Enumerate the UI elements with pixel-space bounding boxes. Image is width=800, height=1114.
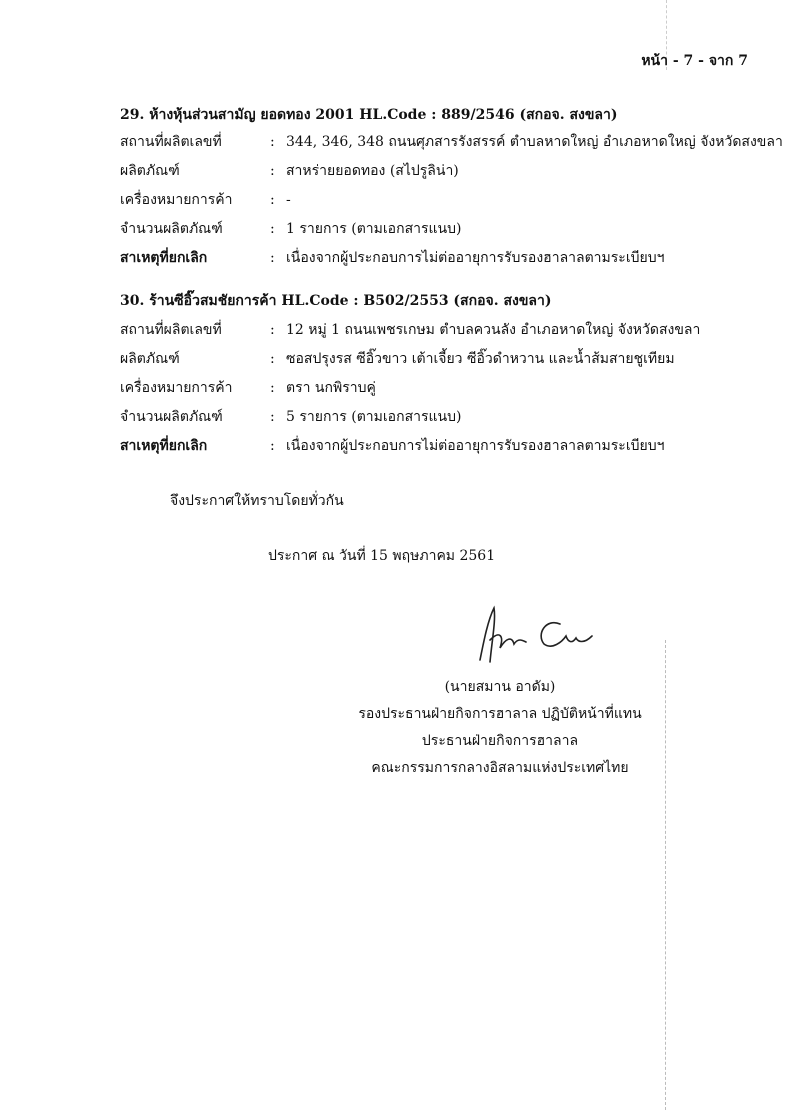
row-label: จำนวนผลิตภัณฑ์ [120,409,223,425]
colon: : [270,221,275,237]
entry-row [120,348,760,370]
row-label: สถานที่ผลิตเลขที่ [120,322,222,338]
entry-row [120,218,760,240]
colon: : [270,192,275,208]
entry-row [120,160,760,182]
row-value: 1 รายการ (ตามเอกสารแนบ) [286,221,462,237]
colon: : [270,250,275,266]
row-label: เครื่องหมายการค้า [120,380,233,396]
row-value: 5 รายการ (ตามเอกสารแนบ) [286,409,462,425]
date-line: ประกาศ ณ วันที่ 15 พฤษภาคม 2561 [268,548,496,564]
row-value: ตรา นกพิราบคู่ [286,380,376,396]
row-value: 12 หมู่ 1 ถนนเพชรเกษม ตำบลควนลัง อำเภอหาดใหญ่ จังหวัดสงขลา [286,322,701,338]
row-label: จำนวนผลิตภัณฑ์ [120,221,223,237]
entry-row [120,377,760,399]
row-label: สาเหตุที่ยกเลิก [120,250,208,266]
colon: : [270,380,275,396]
page-number: หน้า - 7 - จาก 7 [641,53,748,69]
row-label: สถานที่ผลิตเลขที่ [120,134,222,150]
row-value: เนื่องจากผู้ประกอบการไม่ต่ออายุการรับรองฮาลาลตามระเบียบฯ [286,250,665,266]
row-value: สาหร่ายยอดทอง (สไปรูลิน่า) [286,163,459,179]
row-label: ผลิตภัณฑ์ [120,351,180,367]
signatory-position-2: ประธานฝ่ายกิจการฮาลาล [421,733,579,749]
entry-row [120,406,760,428]
colon: : [270,438,275,454]
colon: : [270,409,275,425]
row-label: เครื่องหมายการค้า [120,192,233,208]
announcement-text: จึงประกาศให้ทราบโดยทั่วกัน [170,493,344,509]
row-value: ซอสปรุงรส ซีอิ๊วขาว เต้าเจี้ยว ซีอิ๊วดำหวาน และน้ำส้มสายชูเทียม [286,351,675,367]
row-label: สาเหตุที่ยกเลิก [120,438,208,454]
entry-row [120,247,760,269]
row-value: 344, 346, 348 ถนนศุภสารรังสรรค์ ตำบลหาดใหญ่ อำเภอหาดใหญ่ จังหวัดสงขลา [286,134,783,150]
entry-row [120,319,760,341]
colon: : [270,163,275,179]
entry-title: 30. ร้านซีอิ๊วสมชัยการค้า HL.Code : B502/2553 (สกอจ. สงขลา) [120,293,552,309]
entry-row [120,131,783,153]
row-value: เนื่องจากผู้ประกอบการไม่ต่ออายุการรับรองฮาลาลตามระเบียบฯ [286,438,665,454]
colon: : [270,351,275,367]
signature-image [470,600,610,670]
colon: : [270,134,275,150]
entry-row [120,435,760,457]
row-label: ผลิตภัณฑ์ [120,163,180,179]
colon: : [270,322,275,338]
signatory-organization: คณะกรรมการกลางอิสลามแห่งประเทศไทย [371,760,629,776]
entry-title: 29. ห้างหุ้นส่วนสามัญ ยอดทอง 2001 HL.Code : 889/2546 (สกอจ. สงขลา) [120,107,618,123]
entry-row [120,189,760,211]
row-value: - [286,192,291,208]
signatory-name: (นายสมาน อาดัม) [444,679,556,695]
signatory-position: รองประธานฝ่ายกิจการฮาลาล ปฏิบัติหน้าที่แทน [358,706,642,722]
